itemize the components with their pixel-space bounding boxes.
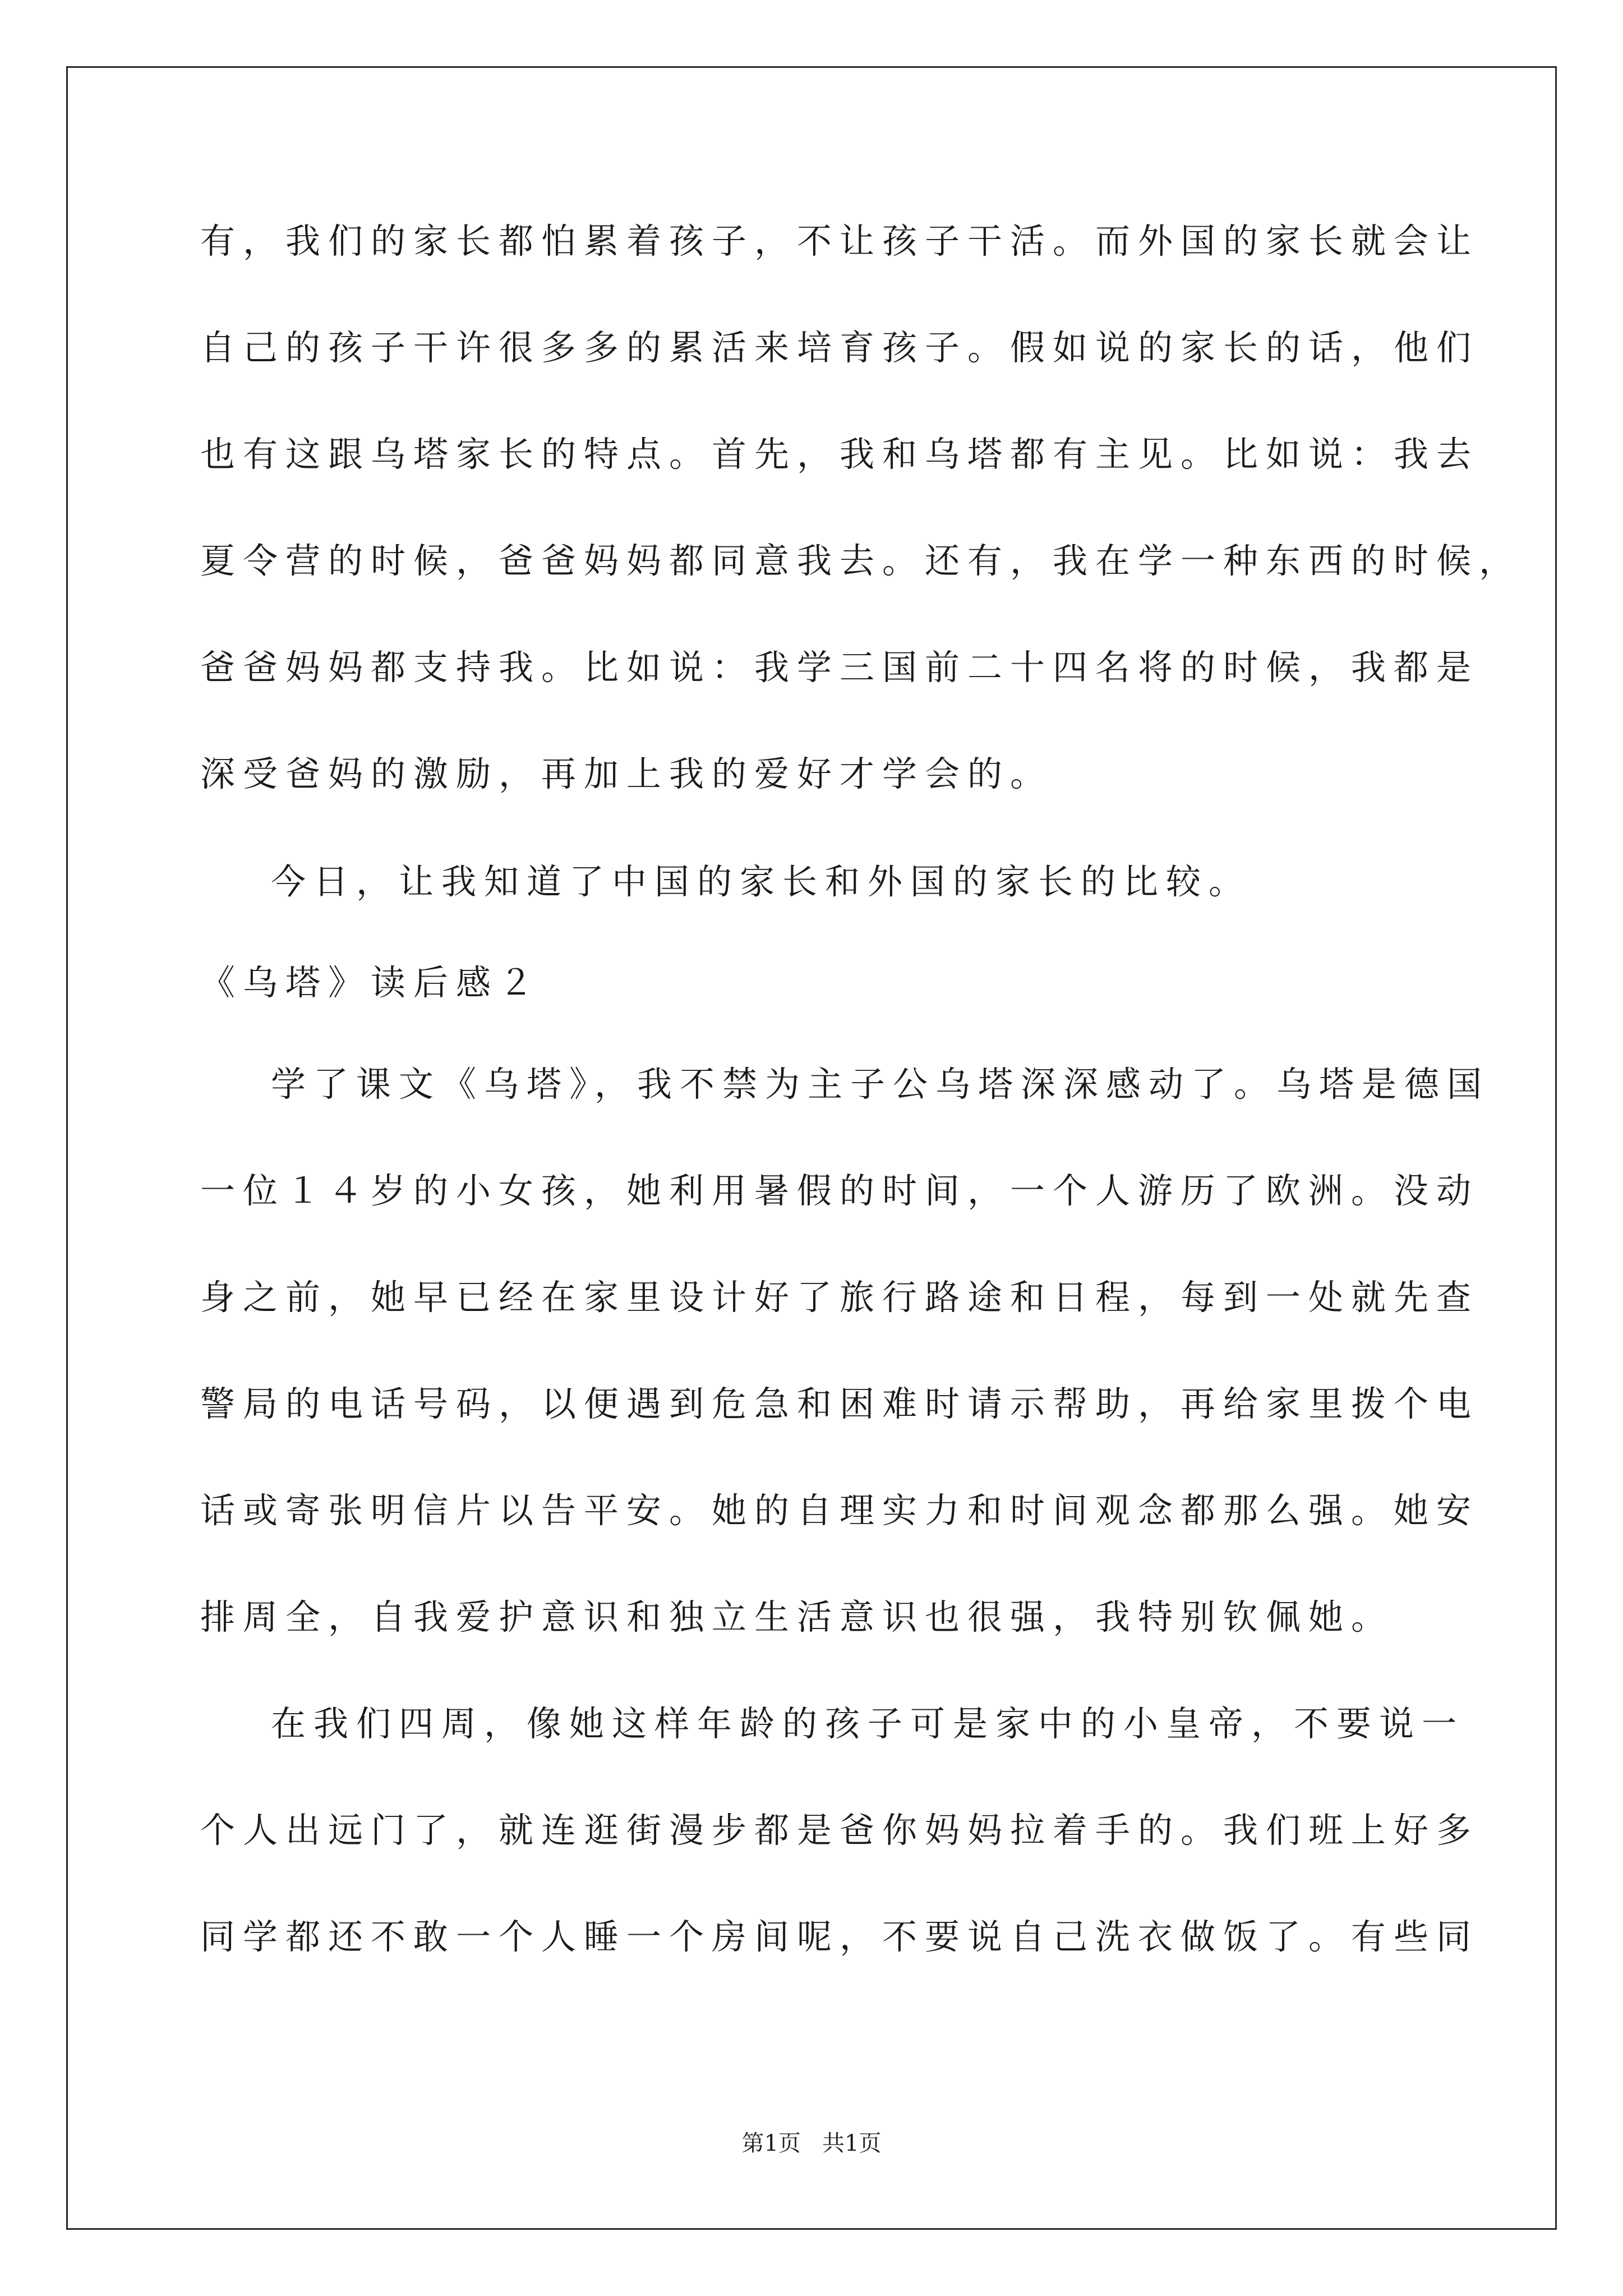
text-line: 自己的孩子干许很多多的累活来培育孩子。假如说的家长的话，他们 [200, 327, 1479, 368]
text-line: 一位１４岁的小女孩，她利用暑假的时间，一个人游历了欧洲。没动 [200, 1170, 1479, 1211]
text-line: 在我们四周，像她这样年龄的孩子可是家中的小皇帝，不要说一 [271, 1703, 1465, 1744]
text-line: 深受爸妈的激励，再加上我的爱好才学会的。 [200, 753, 1053, 794]
text-line: 个人出远门了，就连逛街漫步都是爸你妈妈拉着手的。我们班上好多 [200, 1810, 1479, 1851]
text-line: 排周全，自我爱护意识和独立生活意识也很强，我特别钦佩她。 [200, 1596, 1394, 1637]
text-line: 今日，让我知道了中国的家长和外国的家长的比较。 [271, 861, 1252, 902]
text-line: 也有这跟乌塔家长的特点。首先，我和乌塔都有主见。比如说：我去 [200, 434, 1479, 475]
text-line: 学了课文《乌塔》，我不禁为主子公乌塔深深感动了。乌塔是德国 [271, 1064, 1490, 1105]
text-line: 警局的电话号码，以便遇到危急和困难时请示帮助，再给家里拨个电 [200, 1383, 1479, 1424]
text-line: 夏令营的时候，爸爸妈妈都同意我去。还有，我在学一种东西的时候， [200, 540, 1522, 581]
text-line: 爸爸妈妈都支持我。比如说：我学三国前二十四名将的时候，我都是 [200, 647, 1479, 688]
section-heading: 《乌塔》读后感２ [200, 962, 542, 1003]
page-border [66, 66, 1557, 2230]
text-line: 同学都还不敢一个人睡一个房间呢，不要说自己洗衣做饭了。有些同 [200, 1916, 1479, 1957]
text-line: 身之前，她早已经在家里设计好了旅行路途和日程，每到一处就先查 [200, 1277, 1479, 1318]
text-line: 话或寄张明信片以告平安。她的自理实力和时间观念都那么强。她安 [200, 1490, 1479, 1531]
text-line: 有，我们的家长都怕累着孩子，不让孩子干活。而外国的家长就会让 [200, 220, 1479, 261]
page-footer: 第1页 共1页 [741, 2131, 882, 2156]
